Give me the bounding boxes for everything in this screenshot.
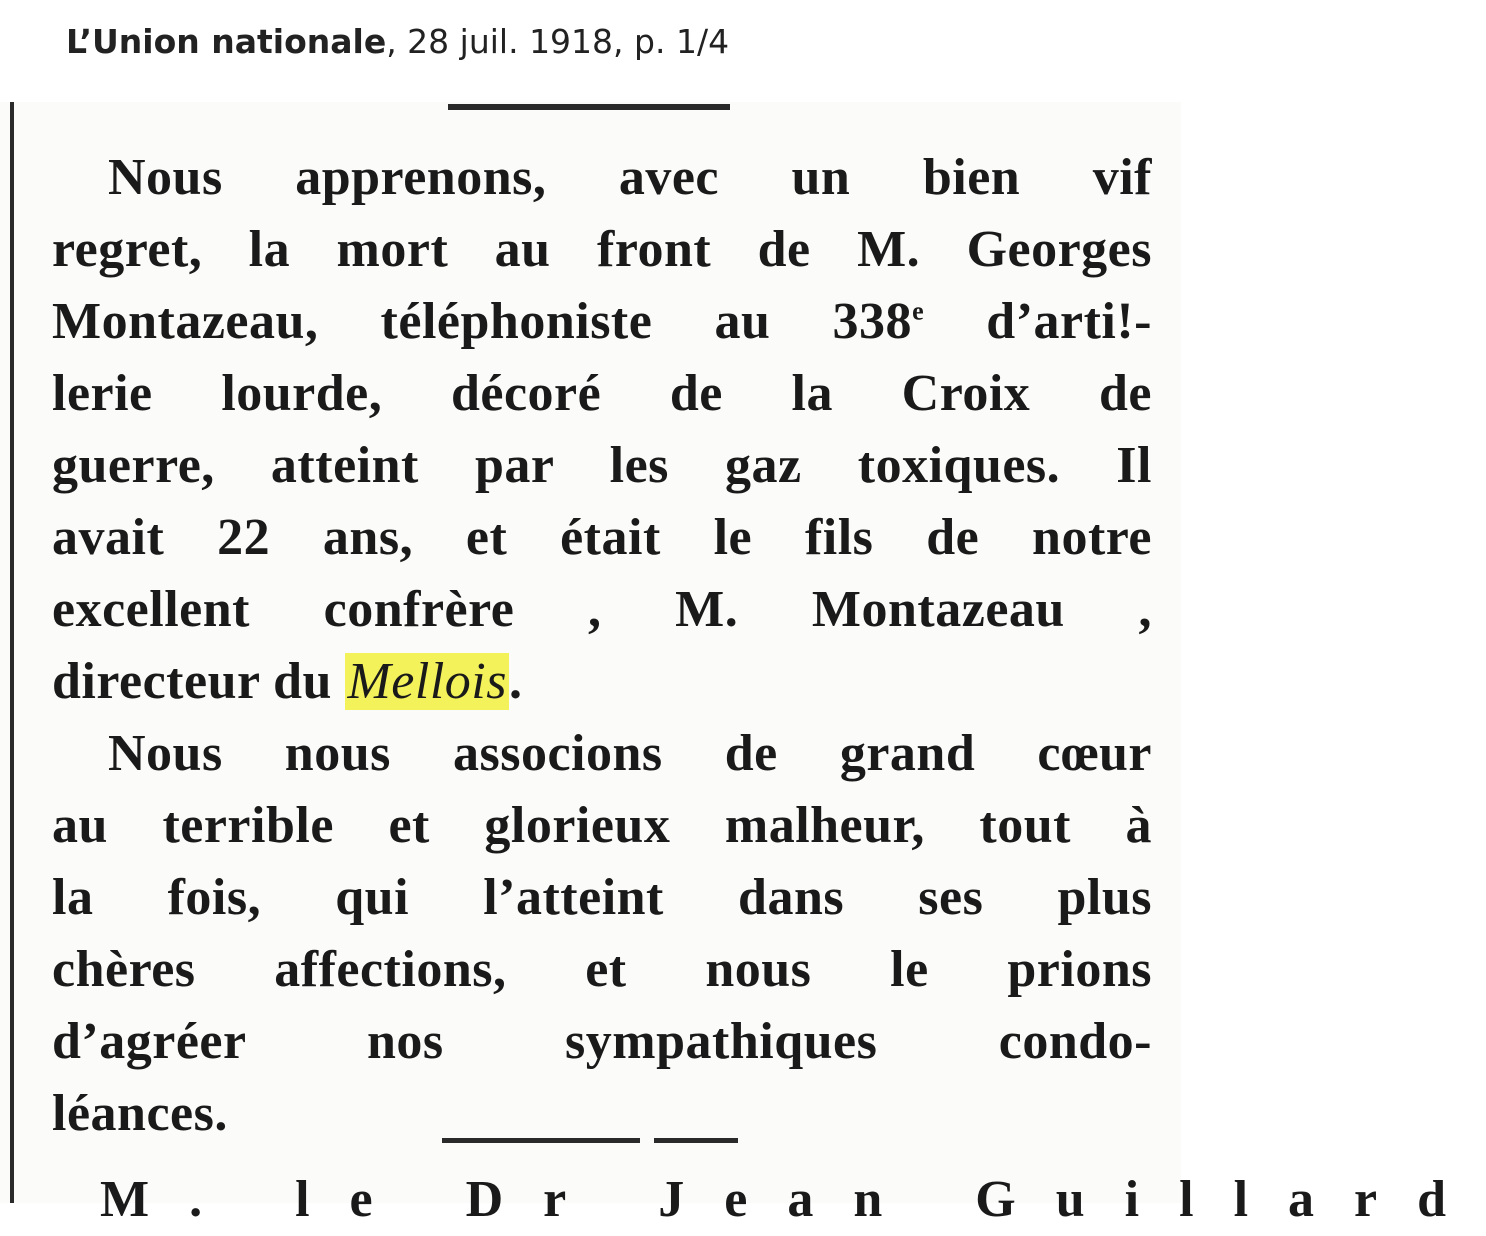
section-separator-rule xyxy=(654,1138,738,1143)
article-line xyxy=(52,286,1152,358)
column-divider xyxy=(10,102,14,1203)
newspaper-title: L’Union nationale xyxy=(66,22,387,61)
article-line-part: . xyxy=(508,653,523,710)
article-line: au terrible et glorieux malheur, tout à xyxy=(52,797,1152,854)
article-line: la fois, qui l’atteint dans ses plus xyxy=(52,869,1152,926)
article-line: avait 22 ans, et était le fils de notre xyxy=(52,509,1152,566)
truncated-next-line: M. le Dr Jean Guillard xyxy=(100,1171,1486,1228)
document-header xyxy=(66,18,729,66)
highlighted-term: Mellois xyxy=(347,653,507,710)
top-separator-rule xyxy=(448,104,730,110)
article-line: lerie lourde, décoré de la Croix de xyxy=(52,365,1152,422)
article-line-part: d’arti!- xyxy=(924,293,1152,350)
article-line: d’agréer nos sympathiques condo- xyxy=(52,1013,1152,1070)
section-separator-rule xyxy=(442,1138,640,1143)
article-line xyxy=(52,646,1152,718)
ordinal-superscript: e xyxy=(912,296,925,326)
article-line: léances. xyxy=(52,1085,228,1142)
article-line: Nous apprenons, avec un bien vif xyxy=(108,149,1152,206)
scanned-page xyxy=(0,102,1486,1228)
article-line-part: Montazeau, téléphoniste au 338 xyxy=(52,293,913,350)
article-line: guerre, atteint par les gaz toxiques. Il xyxy=(52,437,1152,494)
article-line: Nous nous associons de grand cœur xyxy=(108,725,1152,782)
article-line: chères affections, et nous le prions xyxy=(52,941,1152,998)
issue-meta: , 28 juil. 1918, p. 1/4 xyxy=(386,22,730,61)
article-line-part: directeur du xyxy=(52,653,346,710)
article-line: excellent confrère , M. Montazeau , xyxy=(52,581,1152,638)
article-line: regret, la mort au front de M. Georges xyxy=(52,221,1152,278)
article-text xyxy=(52,142,1152,1150)
